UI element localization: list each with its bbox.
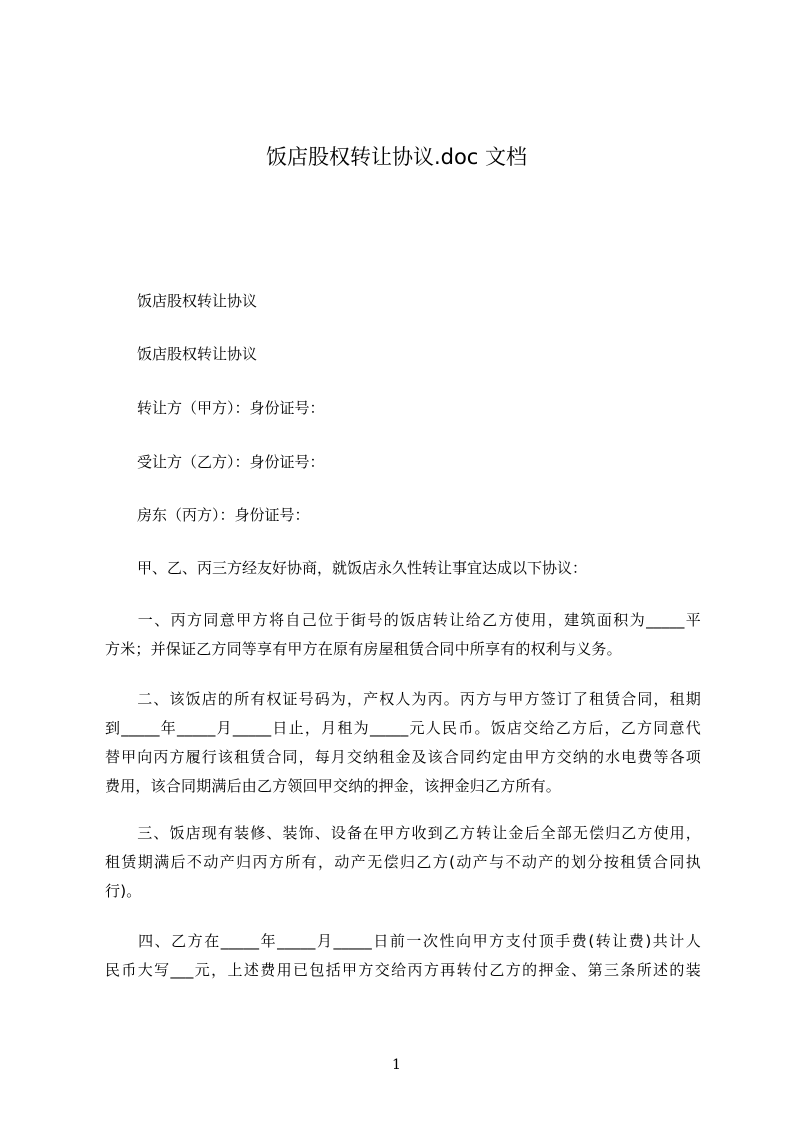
clause-row: 三、饭店现有装修、装饰、设备在甲方收到乙方转让金后全部无偿归乙方使用， [105,824,701,842]
clause-row: 四、乙方在_____年_____月_____日前一次性向甲方支付顶手费(转让费)共计人 [105,932,701,950]
clause-1 [105,606,701,664]
clause-row: 二、该饭店的所有权证号码为，产权人为丙。丙方与甲方签订了租赁合同，租期 [105,690,701,708]
party-c-line: 房东（丙方）：身份证号： [137,506,310,524]
heading-line: 饭店股权转让协议 [137,292,258,310]
subheading-line: 饭店股权转让协议 [137,345,258,363]
page-number: 1 [392,1057,401,1073]
clause-row: 到_____年_____月_____日止，月租为_____元人民币。饭店交给乙方后，乙方同意代 [105,719,701,737]
clause-row: 民币大写___元，上述费用已包括甲方交给丙方再转付乙方的押金、第三条所述的装 [105,961,701,979]
clause-2 [105,685,701,801]
clause-row: 行)。 [105,882,142,900]
party-a-line: 转让方（甲方）：身份证号： [137,399,325,417]
clause-row: 方米；并保证乙方同等享有甲方在原有房屋租赁合同中所享有的权利与义务。 [105,640,622,658]
clause-row: 一、丙方同意甲方将自己位于街号的饭店转让给乙方使用，建筑面积为_____平 [105,611,701,629]
clause-row: 替甲向丙方履行该租赁合同，每月交纳租金及该合同约定由甲方交纳的水电费等各项 [105,748,701,766]
clause-row: 租赁期满后不动产归丙方所有，动产无偿归乙方(动产与不动产的划分按租赁合同执 [105,853,701,871]
clause-row: 费用，该合同期满后由乙方领回甲交纳的押金，该押金归乙方所有。 [105,777,562,795]
document-title: 饭店股权转让协议.doc 文档 [265,145,528,169]
clause-4 [105,927,701,985]
party-b-line: 受让方（乙方）：身份证号： [137,453,325,471]
preamble-line: 甲、乙、丙三方经友好协商，就饭店永久性转让事宜达成以下协议： [137,559,588,577]
clause-3 [105,819,701,906]
